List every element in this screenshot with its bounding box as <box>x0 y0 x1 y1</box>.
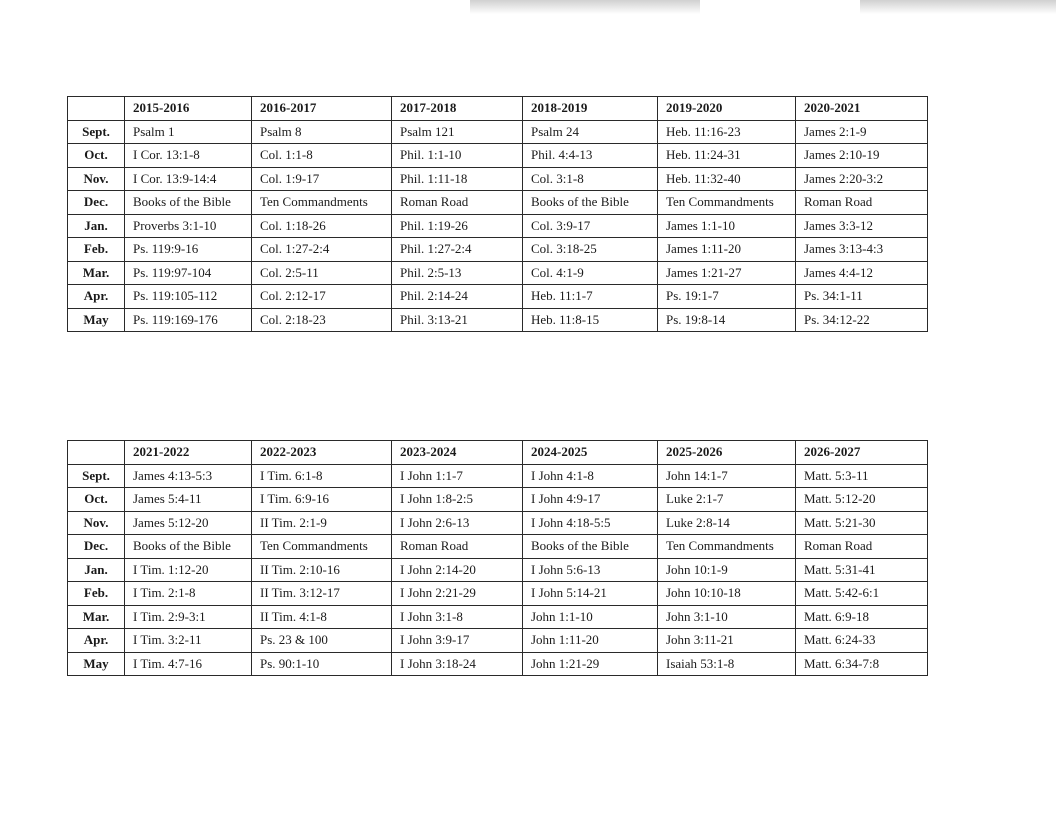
reading-cell: Ten Commandments <box>252 191 392 215</box>
table-row <box>68 285 928 309</box>
reading-cell: Col. 4:1-9 <box>523 261 658 285</box>
reading-cell: Psalm 8 <box>252 120 392 144</box>
reading-cell: Books of the Bible <box>523 535 658 559</box>
reading-cell: Matt. 5:42-6:1 <box>796 582 928 606</box>
table-row <box>68 582 928 606</box>
reading-cell: I John 2:6-13 <box>392 511 523 535</box>
reading-cell: John 10:10-18 <box>658 582 796 606</box>
table-row <box>68 511 928 535</box>
scan-shadow <box>470 0 700 14</box>
table-row <box>68 120 928 144</box>
reading-cell: I John 4:9-17 <box>523 488 658 512</box>
reading-cell: Matt. 5:31-41 <box>796 558 928 582</box>
reading-cell: Heb. 11:16-23 <box>658 120 796 144</box>
year-header: 2021-2022 <box>125 441 252 465</box>
month-label: May <box>68 308 125 332</box>
reading-cell: II Tim. 2:1-9 <box>252 511 392 535</box>
month-label: Jan. <box>68 214 125 238</box>
reading-cell: Phil. 4:4-13 <box>523 144 658 168</box>
reading-cell: Roman Road <box>796 191 928 215</box>
reading-cell: Col. 1:18-26 <box>252 214 392 238</box>
reading-cell: John 1:1-10 <box>523 605 658 629</box>
reading-cell: John 10:1-9 <box>658 558 796 582</box>
month-label: Jan. <box>68 558 125 582</box>
reading-cell: Ps. 90:1-10 <box>252 652 392 676</box>
reading-cell: Matt. 6:24-33 <box>796 629 928 653</box>
month-label: Feb. <box>68 238 125 262</box>
year-header: 2020-2021 <box>796 97 928 121</box>
reading-cell: Matt. 5:21-30 <box>796 511 928 535</box>
month-label: Mar. <box>68 261 125 285</box>
year-header: 2024-2025 <box>523 441 658 465</box>
reading-cell: Col. 1:27-2:4 <box>252 238 392 262</box>
year-header: 2022-2023 <box>252 441 392 465</box>
month-label: Feb. <box>68 582 125 606</box>
reading-cell: Phil. 1:19-26 <box>392 214 523 238</box>
year-header-row <box>68 97 928 121</box>
reading-cell: James 3:13-4:3 <box>796 238 928 262</box>
reading-cell: I John 4:18-5:5 <box>523 511 658 535</box>
reading-cell: I John 3:9-17 <box>392 629 523 653</box>
table-row <box>68 308 928 332</box>
reading-cell: Luke 2:8-14 <box>658 511 796 535</box>
reading-cell: Roman Road <box>392 535 523 559</box>
year-header-row <box>68 441 928 465</box>
table-row <box>68 238 928 262</box>
month-label: Apr. <box>68 629 125 653</box>
reading-cell: James 5:4-11 <box>125 488 252 512</box>
year-header: 2016-2017 <box>252 97 392 121</box>
reading-cell: II Tim. 2:10-16 <box>252 558 392 582</box>
month-label: Nov. <box>68 511 125 535</box>
table-row <box>68 464 928 488</box>
reading-cell: I Tim. 4:7-16 <box>125 652 252 676</box>
reading-cell: Heb. 11:8-15 <box>523 308 658 332</box>
reading-cell: Ten Commandments <box>658 191 796 215</box>
table-row <box>68 535 928 559</box>
reading-cell: I John 1:8-2:5 <box>392 488 523 512</box>
year-header: 2015-2016 <box>125 97 252 121</box>
reading-cell: John 1:11-20 <box>523 629 658 653</box>
corner-cell <box>68 441 125 465</box>
year-header: 2025-2026 <box>658 441 796 465</box>
reading-cell: I Tim. 2:1-8 <box>125 582 252 606</box>
reading-cell: Ps. 119:169-176 <box>125 308 252 332</box>
reading-cell: I John 5:6-13 <box>523 558 658 582</box>
month-label: Oct. <box>68 144 125 168</box>
reading-cell: I Tim. 6:9-16 <box>252 488 392 512</box>
reading-cell: Psalm 121 <box>392 120 523 144</box>
reading-cell: Psalm 24 <box>523 120 658 144</box>
reading-cell: II Tim. 3:12-17 <box>252 582 392 606</box>
scan-shadow <box>860 0 1056 14</box>
reading-cell: Phil. 1:11-18 <box>392 167 523 191</box>
table-row <box>68 191 928 215</box>
reading-cell: I Cor. 13:9-14:4 <box>125 167 252 191</box>
reading-cell: Heb. 11:1-7 <box>523 285 658 309</box>
reading-cell: Psalm 1 <box>125 120 252 144</box>
month-label: May <box>68 652 125 676</box>
reading-cell: James 1:11-20 <box>658 238 796 262</box>
year-header: 2019-2020 <box>658 97 796 121</box>
reading-cell: Col. 2:5-11 <box>252 261 392 285</box>
table-row <box>68 488 928 512</box>
reading-cell: Col. 3:18-25 <box>523 238 658 262</box>
reading-cell: Roman Road <box>392 191 523 215</box>
reading-cell: Col. 2:12-17 <box>252 285 392 309</box>
reading-cell: Phil. 2:14-24 <box>392 285 523 309</box>
reading-cell: Ps. 34:12-22 <box>796 308 928 332</box>
reading-cell: Heb. 11:24-31 <box>658 144 796 168</box>
reading-cell: I Cor. 13:1-8 <box>125 144 252 168</box>
month-label: Dec. <box>68 535 125 559</box>
month-label: Nov. <box>68 167 125 191</box>
reading-cell: Col. 1:1-8 <box>252 144 392 168</box>
reading-cell: John 1:21-29 <box>523 652 658 676</box>
table-row <box>68 167 928 191</box>
year-header: 2026-2027 <box>796 441 928 465</box>
table-row <box>68 558 928 582</box>
reading-cell: John 3:1-10 <box>658 605 796 629</box>
table-row <box>68 629 928 653</box>
reading-cell: I John 3:18-24 <box>392 652 523 676</box>
reading-cell: James 4:4-12 <box>796 261 928 285</box>
reading-cell: Ps. 23 & 100 <box>252 629 392 653</box>
schedule-table-2015-2021 <box>67 96 928 332</box>
reading-cell: John 3:11-21 <box>658 629 796 653</box>
reading-cell: Ps. 34:1-11 <box>796 285 928 309</box>
reading-cell: Col. 1:9-17 <box>252 167 392 191</box>
reading-cell: Ten Commandments <box>252 535 392 559</box>
schedule-table-2021-2027 <box>67 440 928 676</box>
year-header: 2018-2019 <box>523 97 658 121</box>
reading-cell: James 4:13-5:3 <box>125 464 252 488</box>
reading-cell: Matt. 5:12-20 <box>796 488 928 512</box>
reading-cell: Phil. 2:5-13 <box>392 261 523 285</box>
reading-cell: Matt. 6:34-7:8 <box>796 652 928 676</box>
reading-cell: James 2:1-9 <box>796 120 928 144</box>
reading-cell: Ps. 119:105-112 <box>125 285 252 309</box>
reading-cell: Ps. 19:1-7 <box>658 285 796 309</box>
reading-cell: Matt. 6:9-18 <box>796 605 928 629</box>
reading-cell: Phil. 1:1-10 <box>392 144 523 168</box>
month-label: Sept. <box>68 120 125 144</box>
reading-cell: James 2:20-3:2 <box>796 167 928 191</box>
reading-cell: Proverbs 3:1-10 <box>125 214 252 238</box>
reading-cell: Books of the Bible <box>523 191 658 215</box>
month-label: Apr. <box>68 285 125 309</box>
reading-cell: James 1:1-10 <box>658 214 796 238</box>
reading-cell: Ps. 119:97-104 <box>125 261 252 285</box>
reading-cell: I John 5:14-21 <box>523 582 658 606</box>
year-header: 2023-2024 <box>392 441 523 465</box>
reading-cell: I Tim. 1:12-20 <box>125 558 252 582</box>
reading-cell: Books of the Bible <box>125 191 252 215</box>
reading-cell: II Tim. 4:1-8 <box>252 605 392 629</box>
reading-cell: I John 3:1-8 <box>392 605 523 629</box>
reading-cell: Phil. 1:27-2:4 <box>392 238 523 262</box>
reading-cell: Luke 2:1-7 <box>658 488 796 512</box>
month-label: Sept. <box>68 464 125 488</box>
reading-cell: I Tim. 3:2-11 <box>125 629 252 653</box>
reading-cell: I John 2:14-20 <box>392 558 523 582</box>
reading-cell: Col. 3:9-17 <box>523 214 658 238</box>
reading-cell: Col. 3:1-8 <box>523 167 658 191</box>
reading-cell: James 2:10-19 <box>796 144 928 168</box>
reading-cell: Heb. 11:32-40 <box>658 167 796 191</box>
reading-cell: James 1:21-27 <box>658 261 796 285</box>
year-header: 2017-2018 <box>392 97 523 121</box>
reading-cell: James 5:12-20 <box>125 511 252 535</box>
reading-cell: Roman Road <box>796 535 928 559</box>
reading-cell: I John 4:1-8 <box>523 464 658 488</box>
table-row <box>68 144 928 168</box>
reading-cell: I John 1:1-7 <box>392 464 523 488</box>
month-label: Mar. <box>68 605 125 629</box>
reading-cell: Ps. 119:9-16 <box>125 238 252 262</box>
corner-cell <box>68 97 125 121</box>
month-label: Dec. <box>68 191 125 215</box>
reading-cell: John 14:1-7 <box>658 464 796 488</box>
reading-cell: I Tim. 6:1-8 <box>252 464 392 488</box>
reading-cell: Isaiah 53:1-8 <box>658 652 796 676</box>
reading-cell: Phil. 3:13-21 <box>392 308 523 332</box>
table-row <box>68 261 928 285</box>
reading-cell: James 3:3-12 <box>796 214 928 238</box>
reading-cell: Ten Commandments <box>658 535 796 559</box>
reading-cell: Col. 2:18-23 <box>252 308 392 332</box>
table-row <box>68 214 928 238</box>
table-row <box>68 605 928 629</box>
reading-cell: Books of the Bible <box>125 535 252 559</box>
reading-cell: Ps. 19:8-14 <box>658 308 796 332</box>
reading-cell: I John 2:21-29 <box>392 582 523 606</box>
month-label: Oct. <box>68 488 125 512</box>
reading-cell: I Tim. 2:9-3:1 <box>125 605 252 629</box>
table-row <box>68 652 928 676</box>
reading-cell: Matt. 5:3-11 <box>796 464 928 488</box>
